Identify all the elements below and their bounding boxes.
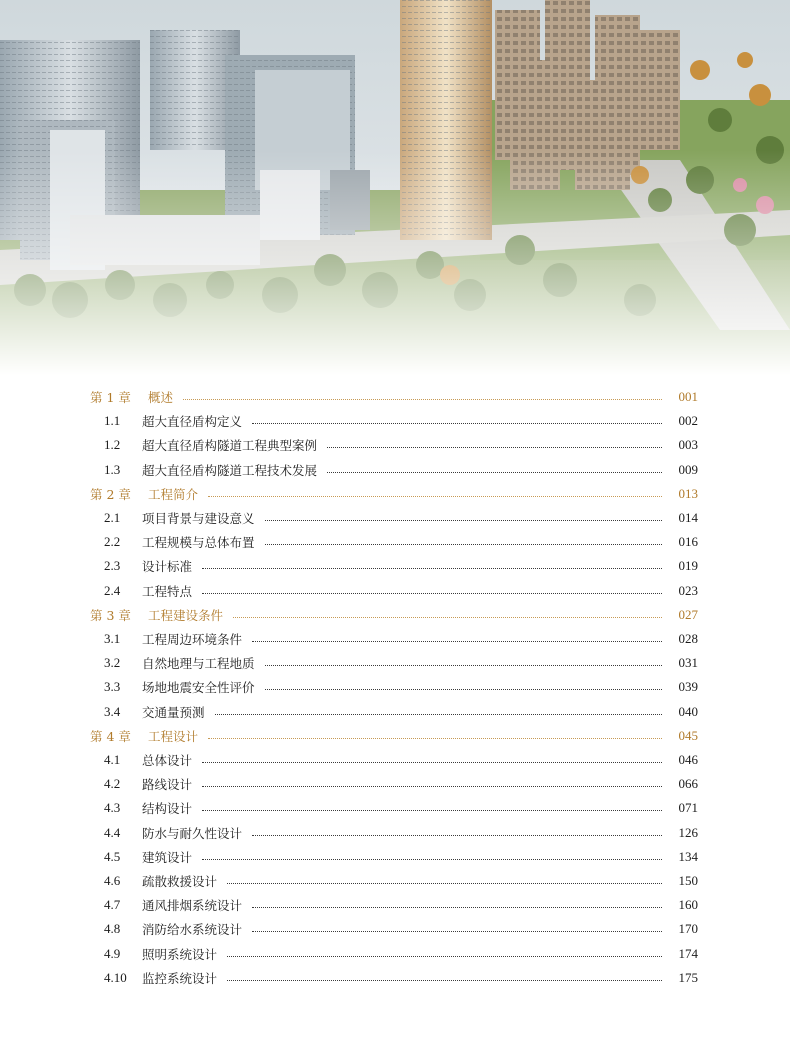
- toc-leader-dots: [233, 616, 662, 618]
- toc-page-number: 170: [678, 921, 698, 937]
- toc-number: 4.9: [104, 945, 121, 961]
- toc-section-row[interactable]: [0, 822, 790, 844]
- toc-number: 第 2 章: [90, 486, 131, 502]
- toc-page-number: 071: [678, 800, 698, 816]
- city-skyline-illustration: [0, 0, 790, 375]
- toc-chapter-row[interactable]: [0, 483, 790, 505]
- toc-title: 工程建设条件: [148, 607, 224, 623]
- toc-leader-dots: [327, 446, 662, 448]
- toc-number: 1.2: [104, 437, 121, 453]
- toc-number: 3.4: [104, 703, 121, 719]
- toc-page-number: 160: [678, 897, 698, 913]
- toc-leader-dots: [202, 809, 662, 811]
- toc-page-number: 009: [678, 461, 698, 477]
- toc-number: 3.2: [104, 655, 121, 671]
- toc-number: 4.6: [104, 873, 121, 888]
- toc-section-row[interactable]: [0, 580, 790, 602]
- toc-page-number: 045: [678, 727, 698, 743]
- toc-title: 总体设计: [142, 753, 193, 768]
- toc-title: 防水与耐久性设计: [142, 825, 243, 841]
- toc-title: 工程特点: [142, 583, 193, 599]
- toc-title: 工程设计: [148, 728, 199, 744]
- toc-leader-dots: [202, 567, 662, 569]
- toc-chapter-row[interactable]: [0, 386, 790, 408]
- toc-number: 4.3: [104, 800, 121, 816]
- toc-title: 交通量预测: [142, 704, 205, 720]
- toc-title: 超大直径盾构隧道工程典型案例: [142, 438, 318, 454]
- toc-leader-dots: [252, 930, 662, 932]
- toc-title: 建筑设计: [142, 849, 193, 865]
- toc-leader-dots: [227, 882, 662, 884]
- toc-number: 4.8: [104, 921, 121, 937]
- toc-section-row[interactable]: [0, 652, 790, 674]
- toc-section-row[interactable]: [0, 749, 790, 771]
- toc-title: 通风排烟系统设计: [142, 898, 243, 914]
- toc-section-row[interactable]: [0, 967, 790, 989]
- toc-title: 场地地震安全性评价: [142, 680, 255, 696]
- toc-page-number: 031: [678, 655, 698, 671]
- toc-section-row[interactable]: [0, 918, 790, 940]
- toc-title: 概述: [148, 390, 174, 405]
- toc-title: 疏散救援设计: [142, 874, 218, 889]
- toc-section-row[interactable]: [0, 555, 790, 577]
- toc-number: 第 4 章: [90, 728, 131, 744]
- toc-page-number: 150: [678, 873, 698, 888]
- toc-page-number: 175: [678, 969, 698, 985]
- toc-leader-dots: [202, 785, 662, 787]
- toc-title: 超大直径盾构定义: [142, 414, 243, 430]
- toc-leader-dots: [252, 422, 662, 424]
- toc-leader-dots: [265, 519, 662, 521]
- toc-page-number: 066: [678, 776, 698, 792]
- toc-number: 2.3: [104, 558, 121, 574]
- toc-section-row[interactable]: [0, 434, 790, 456]
- toc-section-row[interactable]: [0, 676, 790, 698]
- toc-number: 1.3: [104, 461, 121, 477]
- toc-number: 1.1: [104, 413, 121, 429]
- toc-section-row[interactable]: [0, 943, 790, 965]
- toc-page-number: 013: [678, 485, 698, 501]
- toc-page-number: 046: [678, 752, 698, 767]
- toc-title: 路线设计: [142, 777, 193, 793]
- toc-section-row[interactable]: [0, 797, 790, 819]
- city-skyline-illustration: [0, 0, 790, 375]
- toc-leader-dots: [265, 543, 662, 545]
- toc-section-row[interactable]: [0, 531, 790, 553]
- toc-leader-dots: [252, 834, 662, 836]
- toc-section-row[interactable]: [0, 701, 790, 723]
- toc-number: 2.4: [104, 582, 121, 598]
- toc-page-number: 039: [678, 679, 698, 695]
- toc-leader-dots: [227, 979, 662, 981]
- toc-page-number: 003: [678, 437, 698, 453]
- toc-section-row[interactable]: [0, 846, 790, 868]
- toc-page-number: 027: [678, 606, 698, 622]
- toc-number: 4.10: [104, 969, 127, 985]
- toc-section-row[interactable]: [0, 507, 790, 529]
- toc-chapter-row[interactable]: [0, 604, 790, 626]
- toc-page-number: 134: [678, 848, 698, 864]
- toc-title: 监控系统设计: [142, 970, 218, 986]
- toc-number: 3.1: [104, 631, 121, 646]
- toc-leader-dots: [202, 858, 662, 860]
- toc-number: 4.4: [104, 824, 121, 840]
- toc-page-number: 023: [678, 582, 698, 598]
- toc-number: 2.1: [104, 510, 121, 525]
- toc-title: 工程简介: [148, 486, 199, 502]
- toc-title: 超大直径盾构隧道工程技术发展: [142, 462, 318, 478]
- toc-page-number: 028: [678, 631, 698, 646]
- toc-number: 第 1 章: [90, 390, 131, 405]
- toc-page-number: 014: [678, 510, 698, 525]
- toc-title: 结构设计: [142, 801, 193, 817]
- toc-leader-dots: [327, 471, 662, 473]
- toc-title: 工程规模与总体布置: [142, 535, 255, 551]
- toc-leader-dots: [265, 664, 662, 666]
- toc-chapter-row[interactable]: [0, 725, 790, 747]
- toc-number: 2.2: [104, 534, 121, 550]
- toc-leader-dots: [208, 495, 662, 497]
- toc-title: 消防给水系统设计: [142, 922, 243, 938]
- toc-section-row[interactable]: [0, 628, 790, 650]
- toc-leader-dots: [202, 761, 662, 763]
- toc-section-row[interactable]: [0, 459, 790, 481]
- toc-leader-dots: [215, 713, 662, 715]
- toc-number: 4.5: [104, 848, 121, 864]
- toc-page-number: 019: [678, 558, 698, 574]
- toc-page-number: 040: [678, 703, 698, 719]
- toc-number: 4.2: [104, 776, 121, 792]
- toc-leader-dots: [208, 737, 662, 739]
- toc-page-number: 174: [678, 945, 698, 961]
- toc-leader-dots: [252, 640, 662, 642]
- toc-page-number: 016: [678, 534, 698, 550]
- toc-number: 第 3 章: [90, 607, 131, 623]
- toc-page-number: 002: [678, 413, 698, 429]
- toc-title: 自然地理与工程地质: [142, 656, 255, 672]
- toc-section-row[interactable]: [0, 410, 790, 432]
- toc-leader-dots: [252, 906, 662, 908]
- toc-page-number: 001: [678, 389, 698, 404]
- toc-number: 3.3: [104, 679, 121, 695]
- toc-title: 工程周边环境条件: [142, 632, 243, 647]
- toc-leader-dots: [227, 955, 662, 957]
- toc-number: 4.7: [104, 897, 121, 913]
- toc-title: 照明系统设计: [142, 946, 218, 962]
- toc-leader-dots: [202, 592, 662, 594]
- toc-section-row[interactable]: [0, 870, 790, 892]
- toc-leader-dots: [183, 398, 662, 400]
- toc-section-row[interactable]: [0, 773, 790, 795]
- toc-leader-dots: [265, 688, 662, 690]
- toc-section-row[interactable]: [0, 894, 790, 916]
- toc-number: 4.1: [104, 752, 121, 767]
- toc-title: 设计标准: [142, 559, 193, 575]
- toc-title: 项目背景与建设意义: [142, 511, 255, 526]
- toc-page-number: 126: [678, 824, 698, 840]
